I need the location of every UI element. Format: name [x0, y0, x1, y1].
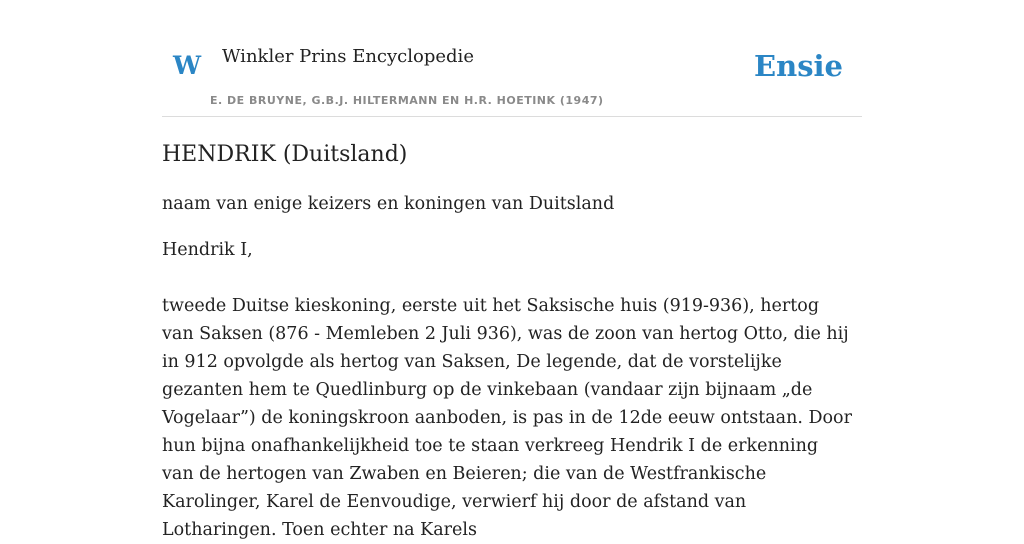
authors-line: E. DE BRUYNE, G.B.J. HILTERMANN EN H.R. HOETINK (1947): [210, 94, 604, 107]
article-subtitle: naam van enige keizers en koningen van Duitsland: [162, 194, 615, 214]
article-content: [162, 140, 852, 544]
article-body: tweede Duitse kieskoning, eerste uit het Saksische huis (919-936), hertog van Saksen (876 - Memleben 2 Juli 936), was de zoon van hertog Otto, die hij in 912 opvolgde als hertog van Saksen, De legende, dat de vorstelijke gezanten hem te Quedlinburg op de vinkebaan (vandaar zijn bijnaam „de Vogelaar”) de koningskroon aanboden, is pas in de 12de eeuw ontstaan. Door hun bijna onafhankelijkheid toe te staan verkreeg Hendrik I de erkenning van de hertogen van Zwaben en Beieren; die van de Westfrankische Karolinger, Karel de Eenvoudige, verwierf hij door de afstand van Lotharingen. Toen echter na Karels: [162, 296, 852, 540]
site-title[interactable]: Winkler Prins Encyclopedie: [222, 46, 474, 67]
article-title: HENDRIK (Duitsland): [162, 142, 408, 167]
ensie-brand-logo[interactable]: Ensie: [754, 49, 843, 83]
logo-w-icon[interactable]: W: [173, 51, 202, 80]
site-header: [162, 36, 862, 117]
section-heading: Hendrik I,: [162, 240, 253, 260]
